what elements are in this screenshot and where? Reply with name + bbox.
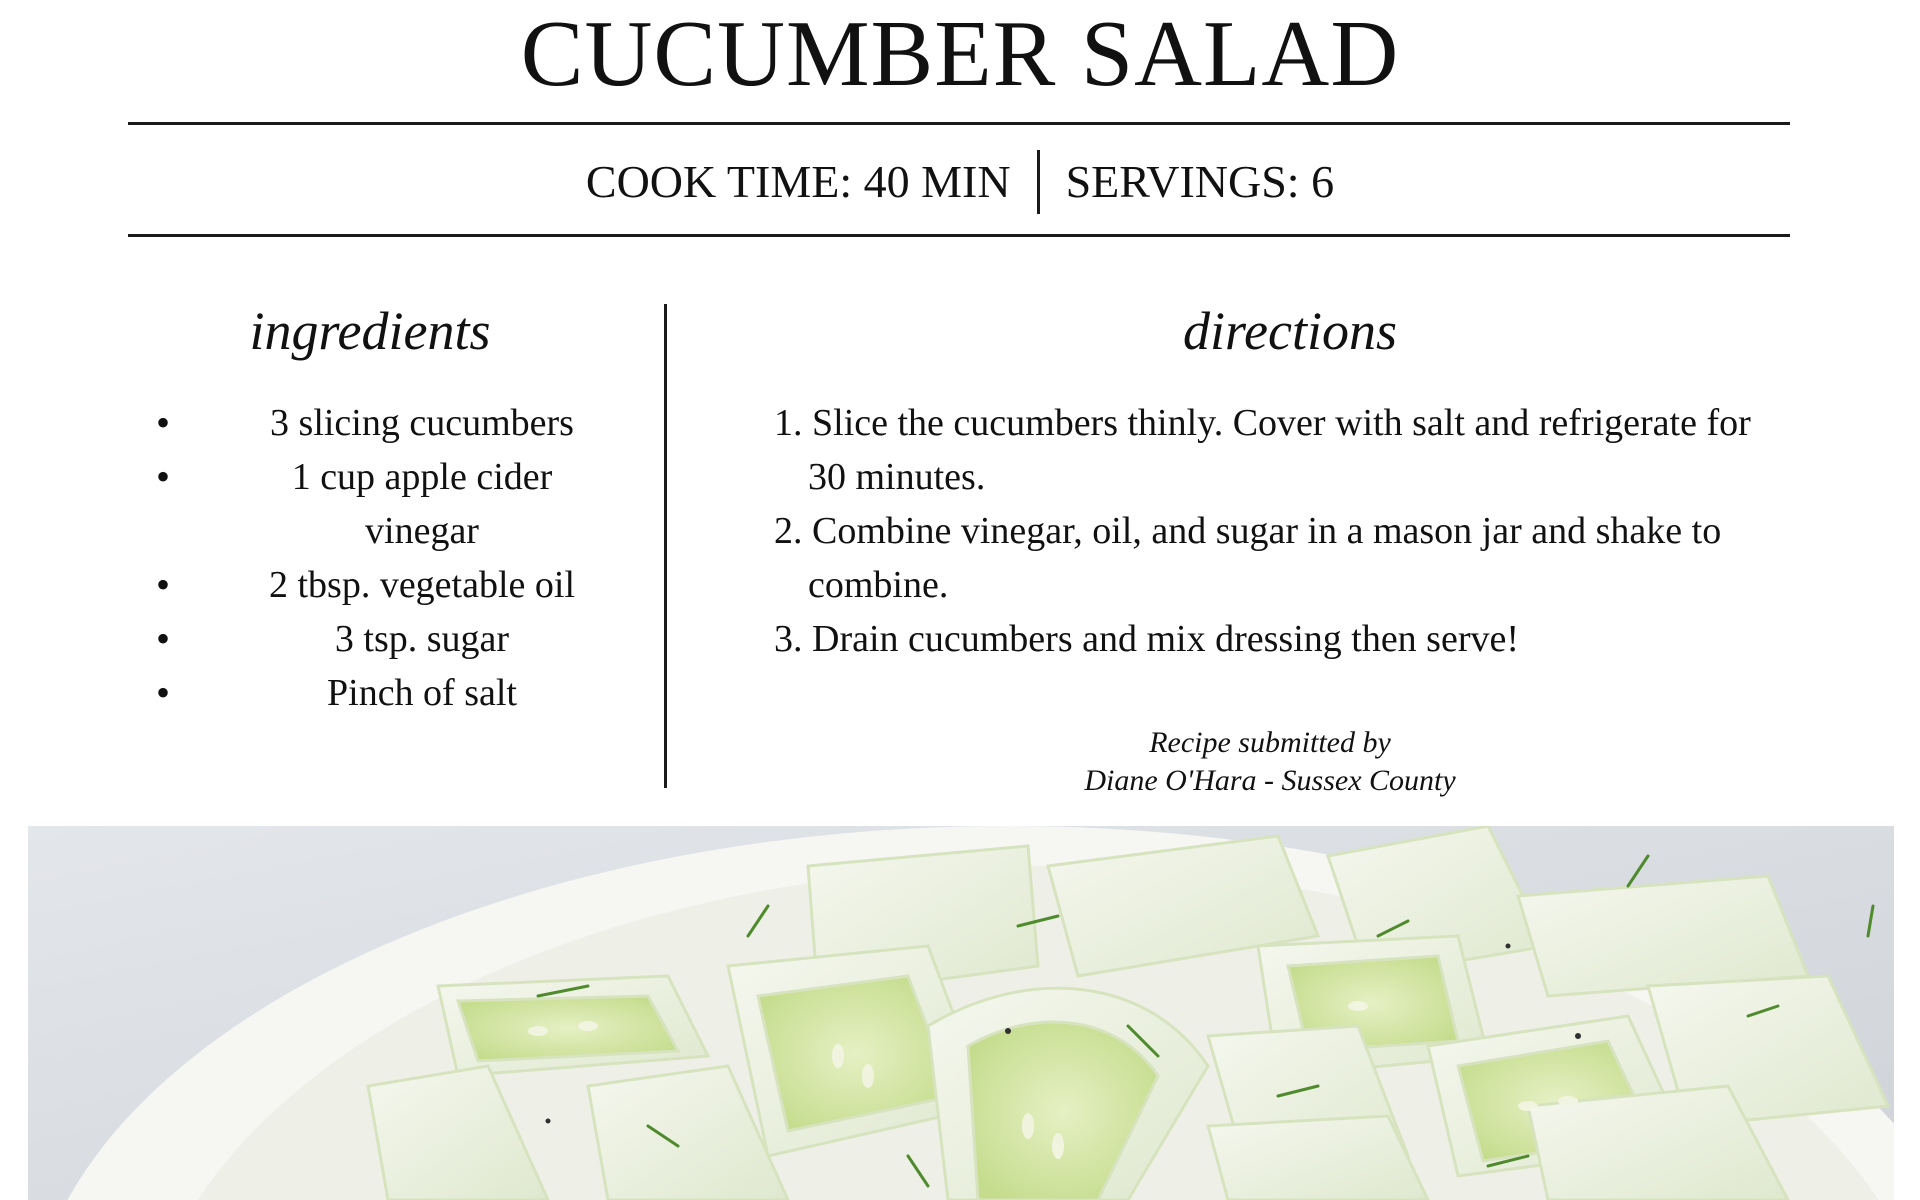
direction-step: 1. Slice the cucumbers thinly. Cover with salt and refrigerate for 30 minutes. <box>774 402 1751 498</box>
bullet-icon: • <box>156 616 171 661</box>
servings: SERVINGS: 6 <box>1065 156 1335 207</box>
direction-step: 3. Drain cucumbers and mix dressing then serve! <box>774 618 1520 660</box>
directions-list <box>774 396 1794 666</box>
column-divider <box>664 304 667 788</box>
list-item: • 2 tbsp. vegetable oil <box>150 558 610 612</box>
title-divider-bottom <box>128 234 1790 237</box>
directions-heading: directions <box>1183 301 1397 361</box>
direction-step: 2. Combine vinegar, oil, and sugar in a mason jar and shake to combine. <box>774 510 1722 606</box>
bullet-icon: • <box>156 400 171 445</box>
ingredients-list <box>150 396 610 720</box>
cook-time: COOK TIME: 40 MIN <box>585 156 1011 207</box>
cucumber-salad-image <box>28 826 1894 1200</box>
credit-label: Recipe submitted by <box>1149 726 1391 759</box>
list-item: • Pinch of salt <box>150 666 610 720</box>
meta-separator <box>1037 150 1040 214</box>
salad-photo <box>28 826 1894 1200</box>
credit-author: Diane O'Hara - Sussex County <box>1084 764 1456 797</box>
bullet-icon: • <box>156 562 171 607</box>
recipe-title: CUCUMBER SALAD <box>520 2 1400 106</box>
recipe-meta <box>0 150 1920 214</box>
title-divider-top <box>128 122 1790 125</box>
ingredients-heading: ingredients <box>249 301 491 361</box>
list-item: • 3 slicing cucumbers <box>150 396 610 450</box>
list-item: • 3 tsp. sugar <box>150 612 610 666</box>
list-item: • 1 cup apple cider vinegar <box>150 450 610 558</box>
bullet-icon: • <box>156 454 171 499</box>
bullet-icon: • <box>156 670 171 715</box>
recipe-credit <box>990 724 1550 800</box>
